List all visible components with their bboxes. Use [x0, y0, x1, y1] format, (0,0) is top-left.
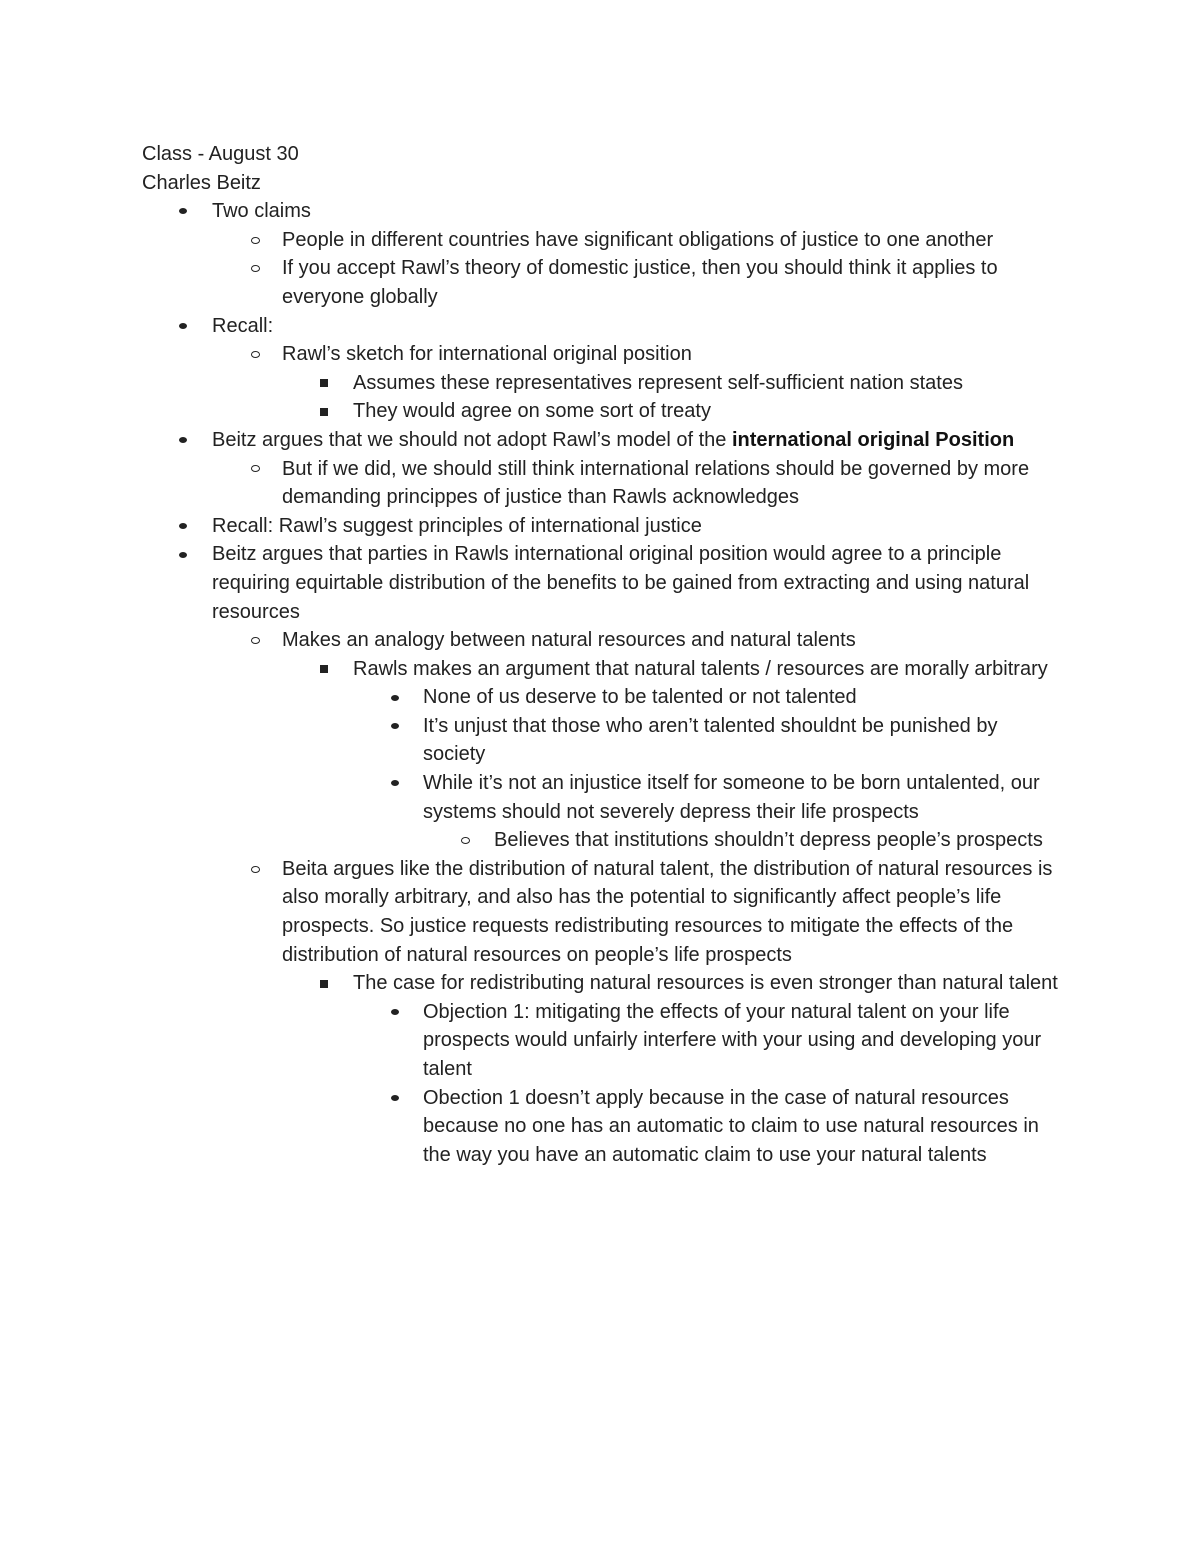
list-item — [142, 712, 1062, 769]
list-item-text: Rawl’s sketch for international original position — [282, 343, 692, 366]
list-item-text: The case for redistributing natural resources is even stronger than natural talent — [353, 972, 1058, 995]
bullet-square-icon — [317, 397, 331, 426]
list-item-text: Assumes these representatives represent self-sufficient nation states — [353, 371, 963, 394]
bullet-circle-icon — [248, 226, 262, 255]
list-item-text: Obection 1 doesn’t apply because in the case of natural resources because no one has an automatic to claim to use natural resources in the way you have an automatic claim to use your natural talents — [423, 1086, 1039, 1166]
list-item-text: While it’s not an injustice itself for someone to be born untalented, our systems should not severely depress their life prospects — [423, 772, 1040, 823]
bullet-dot-icon — [176, 312, 190, 341]
bullet-dot-icon — [388, 683, 402, 712]
list-item-text: Believes that institutions shouldn’t depress people’s prospects — [494, 829, 1043, 852]
bold-term: international original Position — [731, 428, 1015, 451]
list-item-text: But if we did, we should still think international relations should be governed by more demanding princippes of justice than Rawls acknowledges — [282, 457, 1030, 509]
list-item — [142, 969, 1062, 998]
list-item — [142, 769, 1062, 826]
bullet-dot-icon — [388, 712, 402, 741]
list-item — [142, 312, 1062, 341]
bullet-dot-icon — [388, 998, 402, 1027]
list-item — [142, 226, 1062, 255]
bullet-dot-icon — [176, 426, 190, 455]
list-item-text: Beita argues like the distribution of natural talent, the distribution of natural resources is also morally arbitrary, and also has the potential to significantly affect people’s life prospects. So justice requests redistributing resources to mitigate the effects of the distribution of natural resources on people’s life prospects — [282, 857, 1053, 966]
bullet-dot-icon — [176, 512, 190, 541]
bullet-circle-icon — [248, 855, 262, 884]
list-item-text: Objection 1: mitigating the effects of your natural talent on your life prospects would unfairly interfere with your using and developing your talent — [423, 1000, 1042, 1080]
page-title: Class - August 30 — [142, 143, 299, 165]
bullet-dot-icon — [176, 197, 190, 226]
bullet-dot-icon — [388, 1084, 402, 1113]
list-item-text: Two claims — [212, 200, 311, 223]
list-item — [142, 397, 1062, 426]
bullet-circle-icon — [248, 254, 262, 283]
list-item — [142, 426, 1062, 455]
list-item-text: None of us deserve to be talented or not talented — [423, 686, 857, 709]
list-item-text: Makes an analogy between natural resources and natural talents — [282, 629, 856, 652]
list-item — [142, 1084, 1062, 1170]
bullet-dot-icon — [388, 769, 402, 798]
list-item — [142, 512, 1062, 541]
list-item — [142, 369, 1062, 398]
bullet-square-icon — [317, 969, 331, 998]
bullet-circle-icon — [248, 455, 262, 484]
document-page — [142, 140, 1062, 1169]
bullet-circle-icon — [458, 826, 472, 855]
list-item — [142, 540, 1062, 626]
list-item-text: Beitz argues that parties in Rawls international original position would agree to a principle requiring equirtable distribution of the benefits to be gained from extracting and using natural resources — [212, 543, 1030, 623]
bullet-circle-icon — [248, 626, 262, 655]
list-item — [142, 626, 1062, 655]
list-item — [142, 826, 1062, 855]
list-item-text: Beitz argues that we should not adopt Rawl’s model of the — [212, 428, 732, 451]
list-item-text: It’s unjust that those who aren’t talented shouldnt be punished by society — [423, 714, 998, 766]
list-item-text: Recall: — [212, 314, 274, 337]
list-item-text: Rawls makes an argument that natural talents / resources are morally arbitrary — [353, 657, 1048, 680]
list-item — [142, 197, 1062, 226]
list-item — [142, 254, 1062, 311]
bullet-dot-icon — [176, 540, 190, 569]
list-item-text: Recall: Rawl’s suggest principles of international justice — [212, 514, 702, 537]
list-item — [142, 655, 1062, 684]
list-item-text: If you accept Rawl’s theory of domestic justice, then you should think it applies to everyone globally — [282, 257, 998, 308]
list-item — [142, 340, 1062, 369]
list-item — [142, 998, 1062, 1084]
list-item — [142, 855, 1062, 969]
list-item-text: They would agree on some sort of treaty — [353, 400, 711, 423]
list-item — [142, 683, 1062, 712]
list-item-text: People in different countries have significant obligations of justice to one another — [282, 228, 994, 251]
page-subtitle: Charles Beitz — [142, 171, 261, 194]
bullet-circle-icon — [248, 340, 262, 369]
list-item — [142, 455, 1062, 512]
bullet-square-icon — [317, 369, 331, 398]
bullet-square-icon — [317, 655, 331, 684]
